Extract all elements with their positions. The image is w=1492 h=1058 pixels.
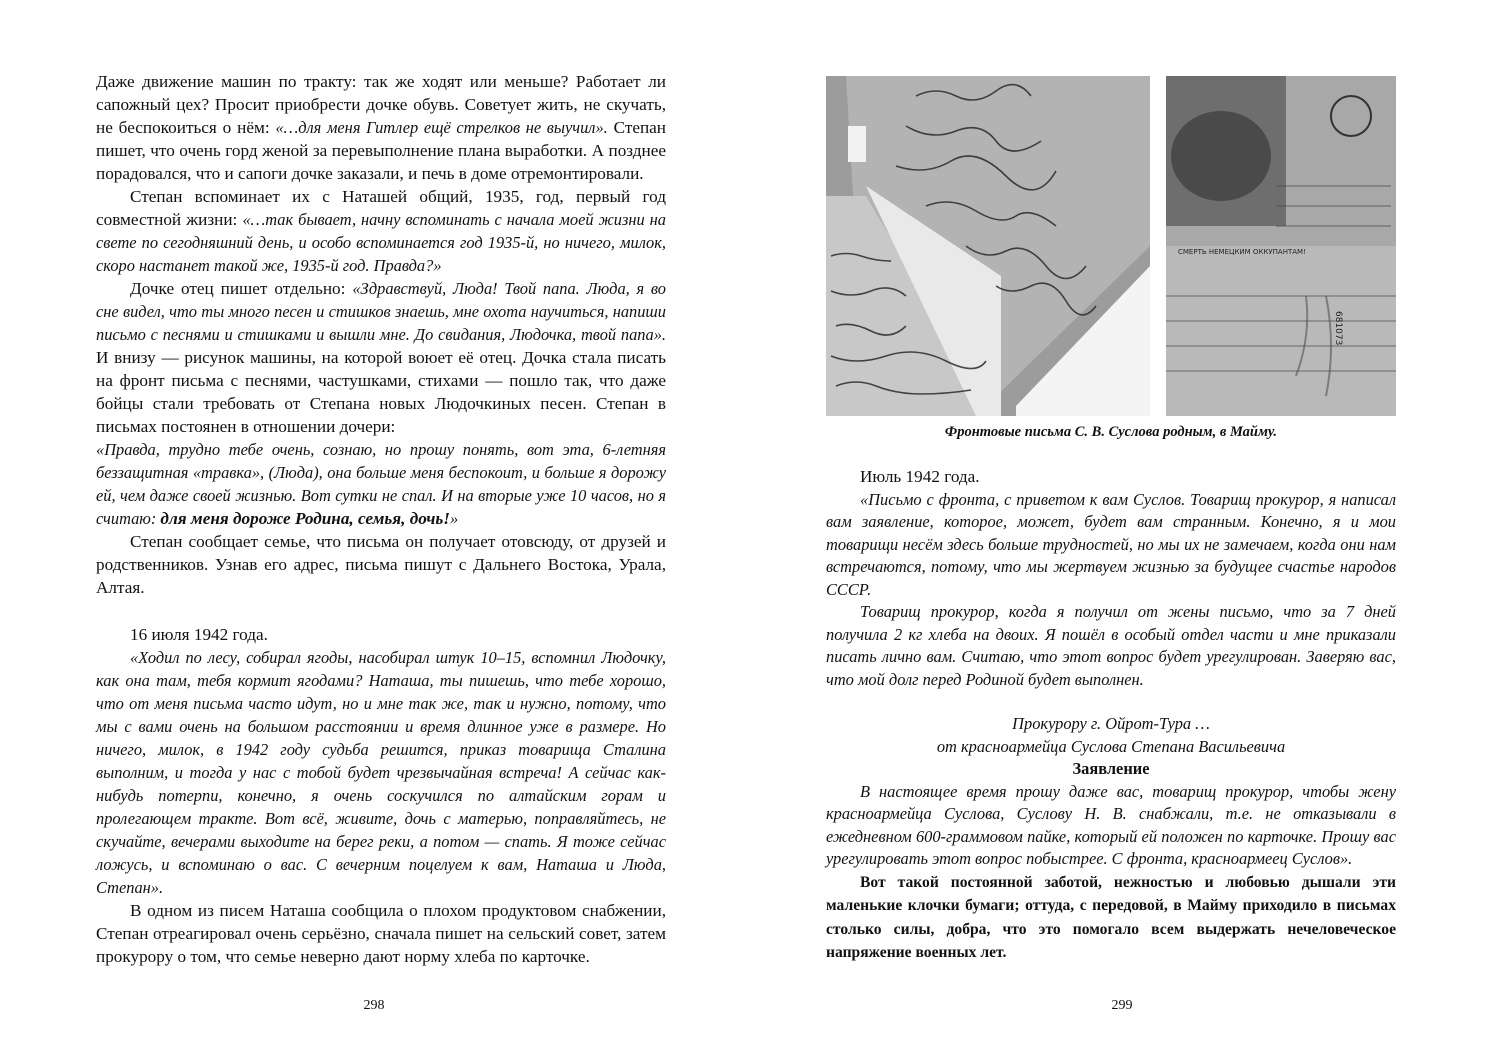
letter-photo-postcard — [1166, 76, 1396, 416]
address-line-1: Прокурору г. Ойрот-Тура … — [1012, 714, 1210, 733]
paragraph-last-left: В одном из писем Наташа сообщила о плохом продуктовом снабжении, Степан отреагировал очень серьёзно, сначала пишет на сельский совет, затем прокурору о том, что семье неверно дают норму хлеба по карточке. — [96, 901, 666, 966]
photo-caption: Фронтовые письма С. В. Суслова родным, в Майму. — [944, 424, 1278, 440]
handwritten-envelope-image — [826, 76, 1150, 416]
left-text-column — [96, 70, 666, 968]
paragraph-3: Дочке отец пишет отдельно: «Здравствуй, Люда! Твой папа. Люда, я во сне видел, что ты много песен и стишков знаешь, мне охота научиться, напиши письмо с песнями и стишками и вышли мне. До свидания, Людочка, твой папа». И внизу — рисунок машины, на которой воюет её отец. Дочка стала писать на фронт письма с песнями, частушками, стихами — пошло так, что даже бойцы стали требовать от Степана новых Людочкиных песен. Степан в письмах постоянен в отношении дочери: — [96, 279, 666, 436]
closing-paragraph: Вот такой постоянной заботой, нежностью и любовью дышали эти маленькие клочки бумаги; оттуда, с передовой, в Майму приходило в письмах столько силы, добра, что это помогало всем выдержать нечеловеческое напряжение военных лет. — [826, 873, 1396, 961]
letter-photo-triangles — [826, 76, 1150, 416]
paragraph-2: Степан вспоминает их с Наташей общий, 1935, год, первый год совместной жизни: «…так бывает, начну вспоминать с начала моей жизни на свете по сегодняшний день, и особо вспоминается год 1935-й, но ничего, милок, скоро настанет такой же, 1935-й год. Правда?» — [96, 187, 666, 275]
letter-prosecutor-p1: «Письмо с фронта, с приветом к вам Суслов. Товарищ прокурор, я написал вам заявление, которое, может, будет вам странным. Конечно, я и мои товарищи несём здесь больше трудностей, но мы их не замечаем, когда они нам встречаются, потому, что мы жертвуем жизнью за будущее счастье народов СССР. — [826, 489, 1396, 599]
statement-title: Заявление — [1072, 759, 1150, 778]
date-heading-right: Июль 1942 года. — [860, 467, 980, 486]
letter-prosecutor-p2: Товарищ прокурор, когда я получил от жены письмо, что за 7 дней получила 2 кг хлеба на двоих. Я пошёл в особый отдел части и мне приказали писать лично вам. Считаю, что этот вопрос будет урегулирован. Заверяю вас, что мой долг перед Родиной будет выполнен. — [826, 602, 1396, 689]
paragraph-4-quote: «Правда, трудно тебе очень, сознаю, но прошу понять, вот эта, 6-летняя беззащитная «травка», (Люда), она больше меня беспокоит, и больше я дорожу ей, чем даже своей жизнью. Вот сутки не спал. И на вторые уже 10 часов, но я считаю: для меня дороже Родина, семья, дочь!» — [96, 440, 666, 528]
letter-1942: «Ходил по лесу, собирал ягоды, насобирал штук 10–15, вспомнил Людочку, как она там, тебя кормит ягодами? Наташа, ты пишешь, что тебе хорошо, что от меня письма часто идут, но и мне так же, так и нужно, потому, что мы с вами очень на большом расстоянии и время длинное уже в размере. Но ничего, милок, в 1942 году судьба решится, приказ товарища Сталина выполним, и тогда у нас с тобой будет чрезвычайная встреча! А сейчас как-нибудь потерпи, конечно, я очень соскучился по алтайским горам и пролегающем тракте. Вот всё, живите, дочь с матерью, поправляйтесь, не скучайте, вечерами выходите на берег реки, а потом — спать. Я тоже сейчас ложусь, и вспоминаю о вас. С вечерним поцелуем к вам, Наташа и Люда, Степан». — [96, 648, 666, 897]
military-postcard-image — [1166, 76, 1396, 416]
right-text-column — [826, 466, 1396, 965]
page-number-right: 299 — [1111, 998, 1133, 1013]
postcard-number-text: 681073 — [1333, 311, 1343, 346]
statement-text: В настоящее время прошу даже вас, товарищ прокурор, чтобы жену красноармейца Суслова, Суслову Н. В. снабжали, т.е. не отказывали в ежедневном 600-граммовом пайке, который ей положен по карточке. Прошу вас урегулировать этот вопрос побыстрее. С фронта, красноармеец Суслов». — [826, 781, 1396, 868]
address-line-2: от красноармейца Суслова Степана Васильевича — [936, 736, 1286, 756]
postcard-stamp-text: СМЕРТЬ НЕМЕЦКИМ ОККУПАНТАМ! — [1178, 248, 1306, 256]
paragraph-5: Степан сообщает семье, что письма он получает отовсюду, от друзей и родственников. Узнав его адрес, письма пишут с Дальнего Востока, Урала, Алтая. — [96, 532, 666, 597]
date-heading-left: 16 июля 1942 года. — [130, 625, 268, 644]
right-page — [746, 0, 1492, 1058]
page-number-left: 298 — [363, 998, 385, 1013]
paragraph-1: Даже движение машин по тракту: так же ходят или меньше? Работает ли сапожный цех? Просит приобрести дочке обувь. Советует жить, не скучать, не беспокоиться о нём: «…для меня Гитлер ещё стрелков не выучил». Степан пишет, что очень горд женой за перевыполнение плана выработки. А позднее порадовался, что и сапоги дочке заказали, и печь в доме отремонтировали. — [96, 72, 666, 183]
